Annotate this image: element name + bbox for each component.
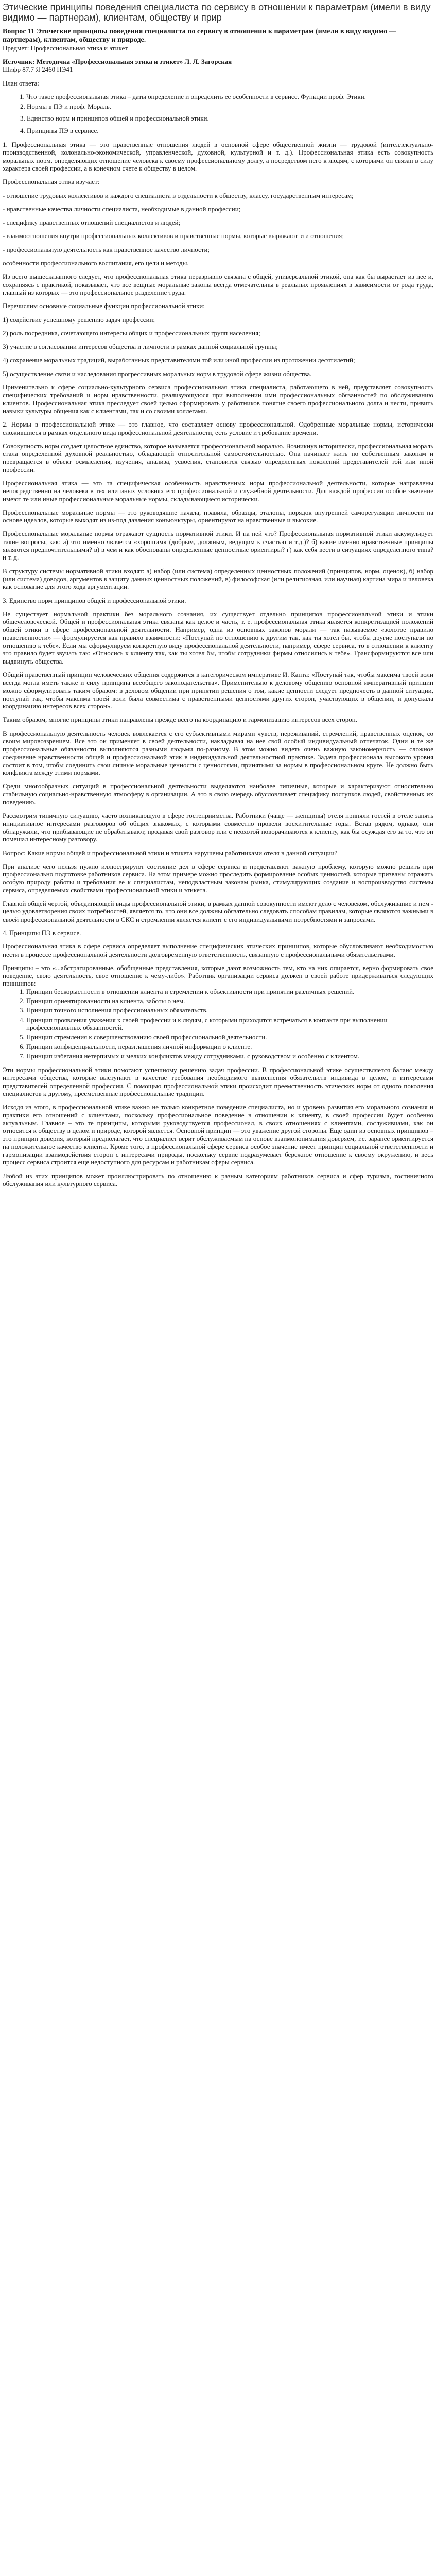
outline-item: 2. Нормы в ПЭ и проф. Мораль. xyxy=(20,103,111,111)
paragraph: Профессиональная этика — это та специфическая особенность нравственных норм профессиональной деятельности, которые направлены непосредственно на человека в тех или иных условиях его профессиональной и служебной деятельности. Для каждой профессии особое значение имеют те или иные профессиональные моральные нормы, складывающиеся исторически. xyxy=(3,479,433,503)
paragraph: Профессиональные моральные нормы — это руководящие начала, правила, образцы, эталоны, порядок внутренней саморегуляции личности на основе идеалов, которые выходят из из-под давления конъюнктуры, ориентируют на нравственные и высокие. xyxy=(3,508,433,524)
paragraph: В профессиональную деятельность человек вовлекается с его субъективными мирами чувств, переживаний, стремлений, нравственных оценок, со своим мировоззрением. Все это он применяет в своей деятельности, накладывая на нее свой особый индивидуальный отпечаток. Одни и те же профессиональные обязанности выполняются разными людьми по-разному. В этом можно видеть очень важную закономерность — сложное соединение нравственности общей и профессиональной этик в индивидуальной деятельностной практике. Задача профессионала высокого уровня состоит в том, чтобы соединить свои личные моральные ценности с ценностями, принятыми за нормы в профессиональном круге. Не должно быть конфликта между этими нормами. xyxy=(3,729,433,777)
outline-item: 4. Принципы ПЭ в сервисе. xyxy=(20,126,99,134)
principle-item: 7. Принцип избегания нетерпимых и мелких конфликтов между сотрудниками, с руководством и особенно с клиентом. xyxy=(26,1052,433,1060)
paragraph: Принципы – это «...абстрагированные, обобщенные представления, которые дают возможность тем, кто на них опирается, верно формировать свое поведение, свою деятельность, свое отношение к чему-либо». Работник организации сервиса должен в своей работе придерживаться следующих принципов: xyxy=(3,963,433,988)
principle-item: 5. Принцип стремления к совершенствованию своей профессиональной деятельности. xyxy=(26,1033,433,1041)
source-line: Источник: Методичка «Профессиональная этика и этикет» Л. Л. Загорская xyxy=(3,58,232,66)
paragraph: - нравственные качества личности специалиста, необходимые в данной профессии; xyxy=(3,205,241,213)
paragraph: Среди многообразных ситуаций в профессиональной деятельности выделяются наиболее типичные, которые и характеризуют относительно стабильную социально-нравственную атмосферу в организации. А это в свою очередь обусловливает специфику поступков людей, свойственных их поведению. xyxy=(3,782,433,806)
principle-item: 1. Принцип бескорыстности в отношении клиента и стремлении к объективности при принятии различных решений. xyxy=(26,988,433,995)
paragraph: особенности профессионального воспитания, его цели и методы. xyxy=(3,259,189,267)
body-text xyxy=(3,141,433,988)
paragraph: Не существует нормальной практики без морального сознания, их существует отдельно принципов профессиональной этики и этики общечеловеческой. Общей и профессиональная этика связаны как целое и часть, т. е. профессиональная этика является конкретизацией положений общей этики в сфере профессиональной деятельности. Например, одна из основных законов морали — так называемое «золотое правило нравственности» — формулируется как правило взаимности: «Поступай по отношению к другим так, как ты хотел бы, чтобы другие поступали по отношению к тебе». Если мы сформулируем конкретную виду профессиональной деятельности, например, сфере сервиса, то в отношении к клиенту это правило будет звучать так: «Относись к клиенту так, как ты хотел бы, чтобы сотрудники фирмы относились к тебе». Трансформируются все или выдвинуть общества. xyxy=(3,609,433,665)
paragraph: Из всего вышесказанного следует, что профессиональная этика неразрывно связана с общей, универсальной этикой, она как бы вырастает из нее и, сохраняясь с практикой, показывает, что все вещные моральные законы всегда отмечательны в реальных проявлениях в зависимости от рода труда, главный из которых — это профессиональное разделение труда. xyxy=(3,273,433,296)
principle-item: 4. Принцип проявления уважения к своей профессии и к людям, с которыми приходится встречаться в контакте при выполнении профессиональных обязанностей. xyxy=(26,1016,433,1032)
paragraph: Совокупность норм создает целостное единство, которое называется профессиональной моралью. Возникнув исторически, профессиональная мораль стала определенной духовной реальностью, обладающей относительной самостоятельностью. Она начинает жить по собственным законам и превращается в объект осмысления, изучения, анализа, усвоения, становится связью определенных поколений представителей той или иной профессии. xyxy=(3,442,433,473)
paragraph: Вопрос: Какие нормы общей и профессиональной этики и этикета нарушены работниками отеля в данной ситуации? xyxy=(3,849,338,857)
paragraph: Любой из этих принципов может проиллюстрировать по отношению к разным категориям работников сервиса и сфер туризма, гостиничного обслуживания или культурного сервиса. xyxy=(3,1172,433,1188)
paragraph: Исходя из этого, в профессиональной этике важно не только конкретное поведение специалиста, но и уровень развития его морального сознания и практики его отношений с клиентами, поскольку профессиональное поведение в отношении к клиенту, в своей профессии будет особенно актуальным. Главное – это те принципы, которыми руководствуется профессионал, в своих отношениях с клиентами, сослуживцами, как он относится к обществу в целом и природе, которой является. Основной принцип — это уважение другой стороны. Еще один из основных принципов – это принцип доверия, который предполагает, что специалист верит обслуживаемым на основе взаимопонимания доверяем, т.е. заранее ориентируется на положительное качество клиента. Кроме того, в профессиональной сфере сервиса особое значение имеет принцип социальной ответственности и гармонизации взаимодействия сторон с интересами природы, поскольку сервис подразумевает бережное отношение к своему окружению, и весь процесс сервиса строится еще недоступного для ресурсам и работникам сферы сервиса. xyxy=(3,1103,433,1166)
paragraph: 2) роль посредника, сочетающего интересы общих и профессиональных групп населения; xyxy=(3,329,260,337)
outline-item: 1. Что такое профессиональная этика – даты определение и определить ее особенности в сервисе. Функции проф. Этики. xyxy=(20,92,366,100)
principle-item: 6. Принцип конфиденциальности, неразглашения личной информации о клиенте. xyxy=(26,1043,433,1050)
subject-line: Предмет: Профессиональная этика и этикет xyxy=(3,44,128,52)
paragraph: 4) сохранение моральных традиций, выработанных представителями той или иной профессии из протяжении десятилетий; xyxy=(3,356,355,364)
principle-item: 3. Принцип точного исполнения профессиональных обязательств. xyxy=(26,1006,433,1014)
paragraph: Рассмотрим типичную ситуацию, часто возникающую в сфере гостеприимства. Работники (чаще — женщины) отеля приняли гостей в отеле занять инициативное интересами разговоров об общих знакомых, с которыми совместно провели восхитительные годы. Встав рядом, однако, они обнаружили, что прибывающие не обрабатывают, продавая свой разговор или с неохотой поворачиваются к клиенту, как бы осуждая его за то, что он помешал интересному разговору. xyxy=(3,811,433,843)
plan-label: План ответа: xyxy=(3,79,39,87)
answer-outline xyxy=(3,93,433,134)
paragraph: 4. Принципы ПЭ в сервисе. xyxy=(3,928,81,937)
paragraph: В структуру системы нормативной этики входят: а) набор (или система) определенных ценностных положений (принципов, норм, оценок), б) набор (или система) доводов, аргументов в защиту данных ценностных положений, в) философская (или религиозная, или научная) картина мира и человека как основание для этого хода аргументации. xyxy=(3,567,433,591)
paragraph: - взаимоотношения внутри профессиональных коллективов и нравственные нормы, которые выражают эти отношения; xyxy=(3,232,344,240)
closing-text xyxy=(3,1066,433,1188)
paragraph: 3. Единство норм принципов общей и профессиональной этики. xyxy=(3,596,186,604)
paragraph: Общий нравственный принцип человеческих общения содержится в категорическом императиве И. Канта: «Поступай так, чтобы максима твоей воли всегда могла иметь также и силу принципа всеобщего законодательства». Применительно к деловому общению основной императивный принцип можно сформулировать таким образом: в деловом общении при принятии решения о том, какие ценности следует предпочесть в данной ситуации, поступай так, чтобы максима твоей воли была совместима с нравственными ценностями других сторон, участвующих в общении, и допускала координацию интересов всех сторон». xyxy=(3,670,433,710)
code-line: Шифр 87.7 Я 2460 ПЭ41 xyxy=(3,65,73,74)
outline-item: 3. Единство норм и принципов общей и профессиональной этики. xyxy=(20,114,209,123)
paragraph: Профессиональная этика в сфере сервиса определяет выполнение специфических этических принципов, которые обусловливают необходимостью нести в процессе профессиональной деятельности долговременную ответственность, связанную с профессиональными обязательствами. xyxy=(3,942,433,958)
paragraph: - профессиональную деятельность как нравственное качество личности; xyxy=(3,245,210,253)
paragraph: - отношение трудовых коллективов и каждого специалиста в отдельности к обществу, классу, государственным интересам; xyxy=(3,191,354,199)
paragraph: 1. Профессиональная этика — это нравственные отношения людей в основной сфере общественной жизни — трудовой (интеллектуально-производственной, колонально-экономической, управленческой, духовной, культурной и т. д.). Профессиональная этика есть совокупность моральных норм, определяющих отношение человека к своему профессиональному долгу, а посредством него к людям, с которыми он связан в силу характера своей профессии, а в конечном счете к обществу в целом. xyxy=(3,141,433,172)
paragraph: При анализе чего нельзя нужно иллюстрируют состояние дел в сфере сервиса и представляют важную проблему, которую можно решить при профессионально подготовке работников сервиса. На этом примере можно проследить формирование особых ценностей, которые призваны отражать особую природу работы и требования ее к специалистам, неподвластным законам рынка, стимулирующих создание и воспроизводство системы сервиса, определяемых свойствами профессиональной этики и этикета. xyxy=(3,862,433,894)
paragraph: Главной общей чертой, объединяющей виды профессиональной этики, в рамках данной совокупности имеют дело с человеком, обслуживание и нем - целью удовлетворения своих потребностей, является то, что они все должны обязательно следовать способам правилам, которые являются важными в своей профессиональной деятельности в СКС и стремлении является клиент с его индивидуальными потребностями и запросами. xyxy=(3,900,433,923)
question-heading: Вопрос 11 Этические принципы поведения специалиста по сервису в отношении к параметрам (имели в виду видимо — партнерам), клиентам, обществу и природе. xyxy=(3,28,396,44)
paragraph: Применительно к сфере социально-культурного сервиса профессиональная этика специалиста, работающего в ней, представляет совокупность специфических требований и норм нравственности, реализующуюся при выполнении ими профессиональных обязанностей по обслуживанию клиентов. Профессиональная этика преследует своей целью сформировать у работников понятие своего профессионального долга и чести, привить навыки культуры общения как с клиентами, так и со своими коллегами. xyxy=(3,383,433,415)
paragraph: 2. Нормы в профессиональной этике — это главное, что составляет основу профессиональной. Одобренные моральные нормы, исторически сложившиеся в рамках отдельного вида профессиональной деятельности, есть условие и требование времени. xyxy=(3,420,433,436)
principles-list xyxy=(3,988,433,1060)
paragraph: Профессиональная этика изучает: xyxy=(3,178,100,186)
document xyxy=(0,0,436,1198)
paragraph: Таким образом, многие принципы этики направлены прежде всего на координацию и гармонизацию интересов всех сторон. xyxy=(3,716,357,724)
paragraph: Эти нормы профессиональной этики помогают успешному решению задач профессии. В профессиональной этике осуществляется баланс между интересами общества, которые выступают в качестве требования необходимого выполнения обязательств индивида в целом, и интересами представителей определенной профессии. С помощью профессиональной этики происходит преемственность этических норм от одного поколения специалистов к другому, преемственные профессиональные традиции. xyxy=(3,1066,433,1097)
paragraph: 1) содействие успешному решению задач профессии; xyxy=(3,315,155,324)
paragraph: Профессиональные моральные нормы отражают сущность нормативной этики. И на ней что? Профессиональная нормативной этики аккумулирует такие вопросы, как: а) что именно является «хорошим» (добрым, должным, ведущим к счастью и т.д.)? б) какие именно нравственные принципы являются предпочтительными? в) в чем и как обоснованы определенные ценностные ориентиры? г) как себя вести в ситуациях определенного типа? и т. д. xyxy=(3,530,433,562)
principle-item: 2. Принцип ориентированности на клиента, заботы о нем. xyxy=(26,997,433,1005)
paragraph: Перечислим основные социальные функции профессиональной этики: xyxy=(3,302,205,310)
page-title: Этические принципы поведения специалиста по сервису в отношении к параметрам (имели в виду видимо — партнерам), клиентам, обществу и прир xyxy=(3,2,431,23)
paragraph: 3) участие в согласовании интересов общества и личности в рамках данной социальной группы; xyxy=(3,343,278,351)
paragraph: - специфику нравственных отношений специалистов и людей; xyxy=(3,218,181,227)
paragraph: 5) осуществление связи и наследования прогрессивных моральных норм в трудовой сфере жизни общества. xyxy=(3,369,312,378)
